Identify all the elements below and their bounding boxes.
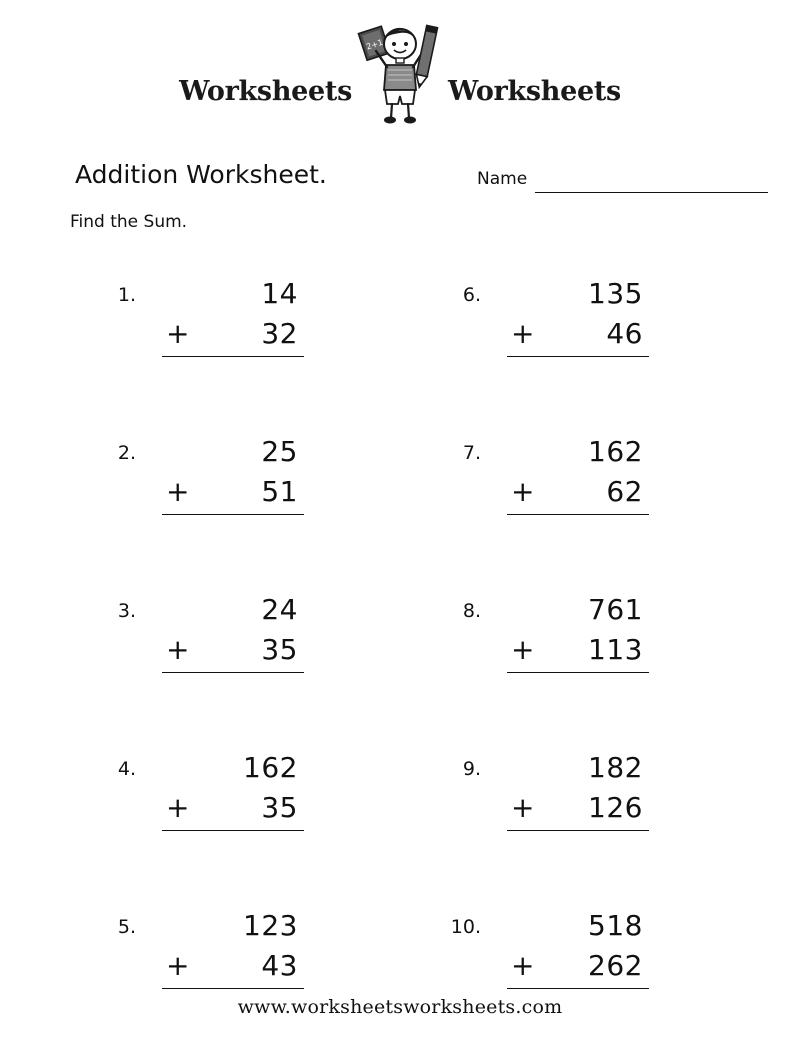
name-input-line[interactable] <box>535 192 768 193</box>
answer-line[interactable] <box>507 988 649 989</box>
footer-url[interactable]: www.worksheetsworksheets.com <box>237 996 563 1018</box>
problem-stack <box>158 590 310 673</box>
addend-bottom-row <box>503 946 655 986</box>
plus-operator: + <box>511 949 535 982</box>
problem-number: 3. <box>117 600 136 622</box>
answer-line[interactable] <box>162 672 304 673</box>
addend-bottom-row <box>503 788 655 828</box>
addend-top: 24 <box>261 593 298 626</box>
problem-number: 1. <box>117 284 136 306</box>
svg-text:2+1: 2+1 <box>365 37 385 52</box>
addend-bottom: 32 <box>261 317 298 350</box>
answer-line[interactable] <box>162 988 304 989</box>
addend-top: 761 <box>588 593 643 626</box>
answer-line[interactable] <box>162 514 304 515</box>
problem-number: 10. <box>450 916 481 938</box>
problem-number: 8. <box>462 600 481 622</box>
problem-item <box>62 268 407 426</box>
addend-bottom: 46 <box>606 317 643 350</box>
name-label: Name <box>477 169 528 189</box>
addend-bottom: 113 <box>588 633 643 666</box>
problem-item <box>407 742 752 900</box>
addend-bottom: 126 <box>588 791 643 824</box>
addend-bottom-row <box>158 314 310 354</box>
answer-line[interactable] <box>507 514 649 515</box>
plus-operator: + <box>166 475 190 508</box>
addend-top: 135 <box>588 277 643 310</box>
site-logo <box>0 0 800 126</box>
addend-top: 25 <box>261 435 298 468</box>
problems-grid <box>0 268 800 1058</box>
problem-item <box>407 900 752 1058</box>
page-title: Addition Worksheet. <box>75 160 327 189</box>
logo-word-right: Worksheets <box>448 75 621 107</box>
problem-item <box>407 426 752 584</box>
addend-bottom: 62 <box>606 475 643 508</box>
answer-line[interactable] <box>162 830 304 831</box>
answer-line[interactable] <box>507 672 649 673</box>
problem-stack <box>158 274 310 357</box>
problem-stack <box>503 906 655 989</box>
addend-bottom-row <box>503 314 655 354</box>
problem-stack <box>503 274 655 357</box>
addend-top: 518 <box>588 909 643 942</box>
addend-top: 162 <box>243 751 298 784</box>
plus-operator: + <box>166 949 190 982</box>
problem-stack <box>158 906 310 989</box>
addend-bottom: 43 <box>261 949 298 982</box>
plus-operator: + <box>511 633 535 666</box>
addend-top: 14 <box>261 277 298 310</box>
answer-line[interactable] <box>162 356 304 357</box>
problem-stack <box>158 748 310 831</box>
plus-operator: + <box>166 791 190 824</box>
problem-item <box>407 584 752 742</box>
problem-item <box>407 268 752 426</box>
logo-word-left: Worksheets <box>179 75 352 107</box>
addend-bottom: 262 <box>588 949 643 982</box>
addend-top: 162 <box>588 435 643 468</box>
problem-number: 9. <box>462 758 481 780</box>
addend-bottom-row <box>158 472 310 512</box>
boy-with-book-and-pencil-icon <box>352 18 448 126</box>
problem-item <box>62 900 407 1058</box>
addend-bottom-row <box>158 630 310 670</box>
problem-stack <box>503 748 655 831</box>
problem-item <box>62 742 407 900</box>
addend-top: 123 <box>243 909 298 942</box>
plus-operator: + <box>511 791 535 824</box>
addend-bottom-row <box>503 630 655 670</box>
problem-number: 4. <box>117 758 136 780</box>
answer-line[interactable] <box>507 830 649 831</box>
plus-operator: + <box>166 633 190 666</box>
answer-line[interactable] <box>507 356 649 357</box>
addend-bottom: 35 <box>261 791 298 824</box>
problem-stack <box>503 432 655 515</box>
addend-bottom-row <box>158 946 310 986</box>
problem-item <box>62 584 407 742</box>
problem-number: 7. <box>462 442 481 464</box>
plus-operator: + <box>511 475 535 508</box>
addend-bottom: 35 <box>261 633 298 666</box>
worksheet-header <box>0 160 800 200</box>
addend-bottom-row <box>503 472 655 512</box>
problem-number: 5. <box>117 916 136 938</box>
addend-bottom: 51 <box>261 475 298 508</box>
instruction-text: Find the Sum. <box>70 212 188 232</box>
problem-number: 6. <box>462 284 481 306</box>
addend-bottom-row <box>158 788 310 828</box>
addend-top: 182 <box>588 751 643 784</box>
problem-item <box>62 426 407 584</box>
plus-operator: + <box>166 317 190 350</box>
problem-stack <box>158 432 310 515</box>
plus-operator: + <box>511 317 535 350</box>
problem-number: 2. <box>117 442 136 464</box>
logo-inner <box>179 18 621 126</box>
problem-stack <box>503 590 655 673</box>
